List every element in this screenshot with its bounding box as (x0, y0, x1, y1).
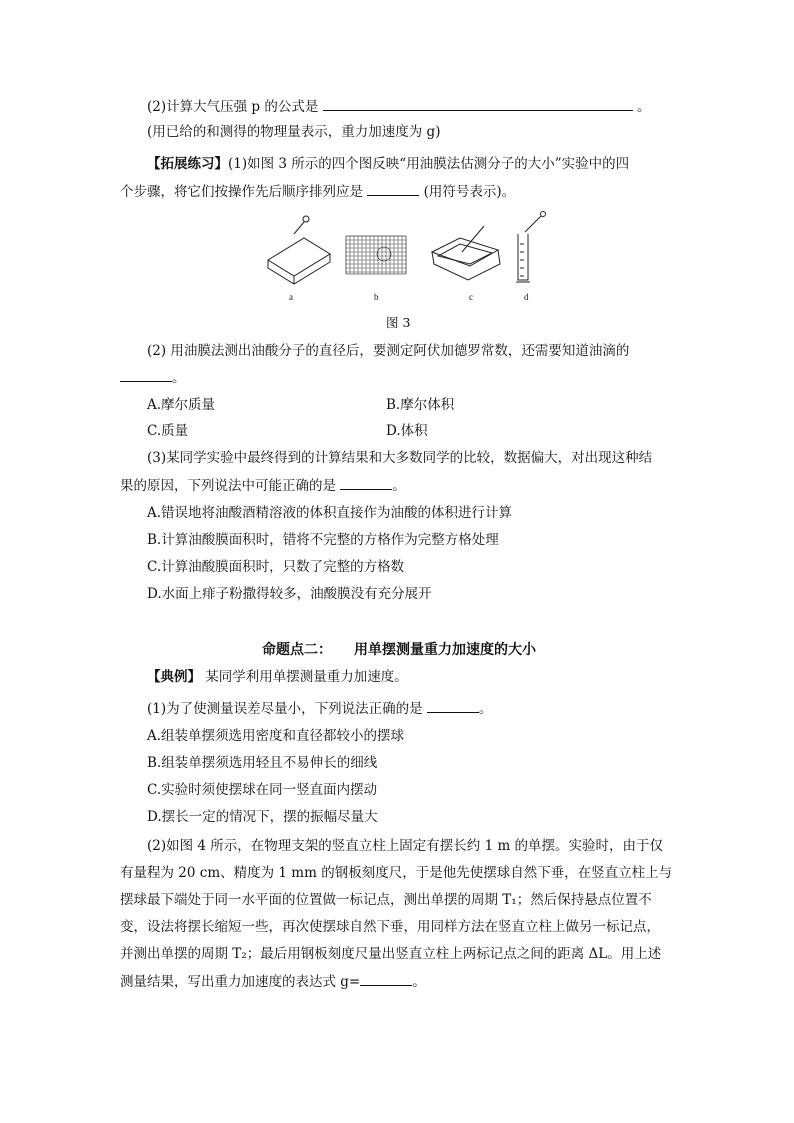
example-label: 【典例】 (147, 669, 201, 685)
extension-q1-text-3: (用符号表示)。 (423, 184, 516, 200)
section-2-q1-option-c: C.实验时须使摆球在同一竖直面内摆动 (147, 782, 378, 798)
section-2-q1 (147, 698, 492, 719)
figure-label-a: a (289, 292, 293, 302)
question-2-note: (用已给的和测得的物理量表示，重力加速度为 g) (147, 124, 441, 140)
extension-q1-text-2: 个步骤，将它们按操作先后顺序排列应是 (120, 184, 363, 200)
section-2-q1-option-b: B.组装单摆须选用轻且不易伸长的细线 (147, 755, 378, 771)
figure-3-drawing (262, 208, 562, 308)
answer-blank (323, 96, 633, 111)
example-text: 某同学利用单摆测量重力加速度。 (205, 669, 408, 685)
figure-3 (262, 208, 562, 308)
extension-q2-line-2 (120, 367, 186, 388)
step-d-drawing (516, 212, 546, 283)
section-2-q2-line-4: 变，设法将摆长缩短一些，再次使摆球自然下垂，用同样方法在竖直立柱上做另一标记点， (120, 919, 660, 935)
section-2-q2-line-5: 并测出单摆的周期 T₂；最后用钢板刻度尺量出竖直立柱上两标记点之间的距离 ΔL。用上述 (120, 946, 662, 962)
extension-practice-label: 【拓展练习】 (147, 156, 228, 172)
section-2-q1-text: (1)为了使测量误差尽量小，下列说法正确的是 (147, 701, 423, 717)
extension-q3-option-c: C.计算油酸膜面积时，只数了完整的方格数 (147, 559, 405, 575)
answer-blank (120, 367, 172, 382)
section-2-q1-option-d: D.摆长一定的情况下，摆的振幅尽量大 (147, 809, 378, 825)
figure-3-caption: 图 3 (386, 315, 411, 330)
section-2-heading-label: 命题点二： (262, 642, 332, 658)
question-2-formula-end: 。 (636, 99, 651, 115)
question-2-formula-line (147, 96, 650, 117)
extension-q3-end: 。 (392, 478, 406, 494)
extension-q1-text: (1)如图 3 所示的四个图反映“用油膜法估测分子的大小”实验中的四 (228, 156, 630, 172)
extension-q2-option-a: A.摩尔质量 (147, 397, 216, 413)
extension-practice-line-1 (147, 154, 629, 174)
section-2-q2-line-6 (120, 971, 426, 992)
figure-label-b: b (374, 292, 379, 302)
extension-q2-option-c: C.质量 (147, 423, 189, 439)
step-a-drawing (268, 216, 330, 284)
extension-q2-option-d: D.体积 (386, 423, 428, 439)
question-2-formula-text: (2)计算大气压强 p 的公式是 (147, 99, 319, 115)
extension-q3-option-a: A.错误地将油酸酒精溶液的体积直接作为油酸的体积进行计算 (147, 505, 513, 521)
extension-q3-line-2 (120, 475, 406, 496)
extension-q2-line-1: (2) 用油膜法测出油酸分子的直径后，要测定阿伏加德罗常数，还需要知道油滴的 (147, 343, 630, 359)
extension-q2-option-b: B.摩尔体积 (386, 397, 455, 413)
answer-blank (427, 698, 479, 713)
section-2-q1-end: 。 (478, 701, 493, 717)
extension-q3-option-d: D.水面上痱子粉撒得较多，油酸膜没有充分展开 (147, 586, 432, 602)
section-2-q2-line-1: (2)如图 4 所示，在物理支架的竖直立柱上固定有摆长约 1 m 的单摆。实验时，由于仅 (147, 838, 664, 854)
figure-label-d: d (524, 292, 529, 302)
figure-label-c: c (469, 292, 473, 302)
extension-q3-line-1: (3)某同学实验中最终得到的计算结果和大多数同学的比较，数据偏大，对出现这种结 (147, 450, 653, 466)
extension-q3-text: 果的原因，下列说法中可能正确的是 (120, 478, 336, 494)
step-b-grid (346, 236, 406, 274)
step-c-drawing (432, 226, 500, 280)
answer-blank (340, 475, 392, 490)
section-2-q2-line-2: 有量程为 20 cm、精度为 1 mm 的钢板刻度尺，于是他先使摆球自然下垂，在竖直立柱上与 (120, 865, 673, 881)
section-2-q2-line-3: 摆球最下端处于同一水平面的位置做一标记点，测出单摆的周期 T₁；然后保持悬点位置不 (120, 892, 652, 908)
section-2-heading (262, 640, 536, 660)
extension-q3-option-b: B.计算油酸膜面积时，错将不完整的方格作为完整方格处理 (147, 532, 499, 548)
section-2-q2-last-end: 。 (412, 974, 426, 990)
section-2-q1-option-a: A.组装单摆须选用密度和直径都较小的摆球 (147, 728, 405, 744)
section-2-q2-last-text: 测量结果，写出重力加速度的表达式 g= (120, 974, 361, 990)
answer-blank (360, 971, 412, 986)
section-2-heading-title: 用单摆测量重力加速度的大小 (354, 642, 536, 658)
example-line (147, 667, 408, 687)
extension-q2-end: 。 (172, 370, 186, 386)
answer-blank (367, 181, 419, 196)
extension-practice-line-2 (120, 181, 515, 202)
